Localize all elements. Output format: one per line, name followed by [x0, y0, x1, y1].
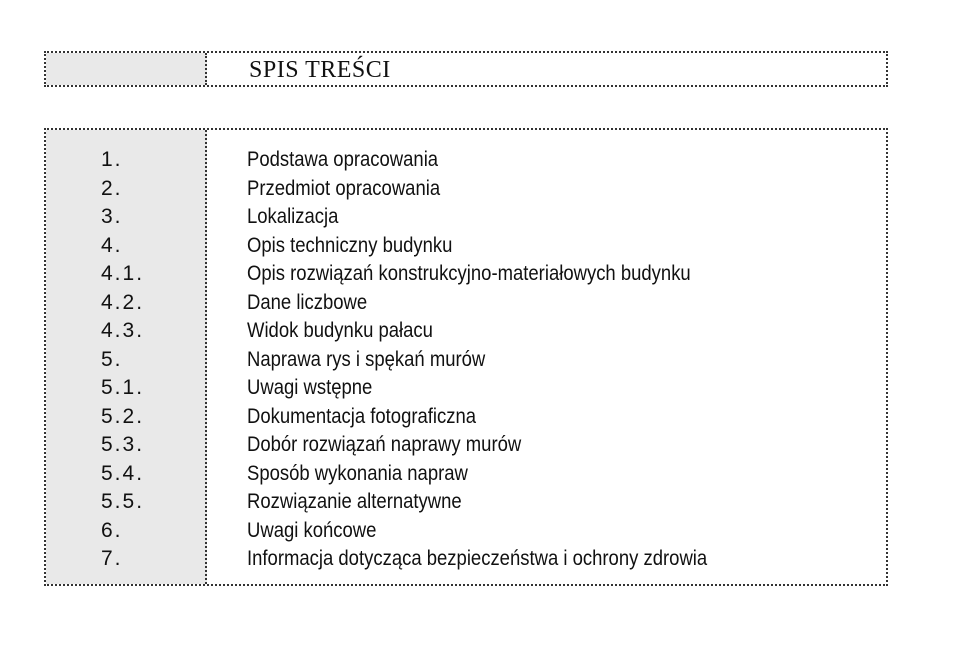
toc-item-title: Dokumentacja fotograficzna: [247, 404, 477, 428]
toc-item-number: 4.2.: [101, 290, 145, 314]
toc-title-column: [207, 130, 886, 584]
toc-item-number: 5.4.: [101, 461, 145, 485]
toc-item-number: 3.: [101, 205, 123, 228]
toc-item-title: Widok budynku pałacu: [247, 319, 433, 342]
toc-item-title: Opis techniczny budynku: [247, 233, 453, 257]
toc-item-number: 5.3.: [101, 433, 145, 456]
toc-header-box: [44, 51, 888, 87]
toc-item-title: Dane liczbowe: [247, 290, 368, 314]
toc-item-number: 1.: [101, 148, 123, 171]
table-of-contents: [44, 128, 888, 586]
toc-item-number: 2.: [101, 176, 123, 200]
toc-item-number: 5.2.: [101, 404, 145, 428]
toc-item-title: Podstawa opracowania: [247, 148, 439, 171]
toc-item-title: Rozwiązanie alternatywne: [247, 490, 462, 513]
toc-item-title: Sposób wykonania napraw: [247, 461, 468, 485]
toc-item-number: 6.: [101, 518, 123, 542]
toc-number-column: [46, 130, 207, 584]
toc-item-number: 4.3.: [101, 319, 145, 342]
header-shaded-cell: [46, 53, 207, 85]
toc-item-title: Opis rozwiązań konstrukcyjno-materiałowych budynku: [247, 262, 691, 285]
toc-item-number: 4.1.: [101, 262, 145, 285]
toc-item-title: Dobór rozwiązań naprawy murów: [247, 433, 522, 456]
toc-item-title: Przedmiot opracowania: [247, 176, 441, 200]
toc-item-number: 5.1.: [101, 376, 145, 399]
toc-item-title: Informacja dotycząca bezpieczeństwa i ochrony zdrowia: [247, 547, 708, 570]
toc-item-title: Lokalizacja: [247, 205, 339, 228]
toc-item-number: 5.5.: [101, 490, 145, 513]
toc-item-title: Uwagi końcowe: [247, 518, 377, 542]
toc-item-number: 4.: [101, 233, 123, 257]
page-title: SPIS TREŚCI: [249, 57, 391, 83]
toc-item-number: 7.: [101, 547, 123, 570]
toc-item-title: Naprawa rys i spękań murów: [247, 347, 486, 371]
toc-item-title: Uwagi wstępne: [247, 376, 373, 399]
toc-item-number: 5.: [101, 347, 123, 371]
